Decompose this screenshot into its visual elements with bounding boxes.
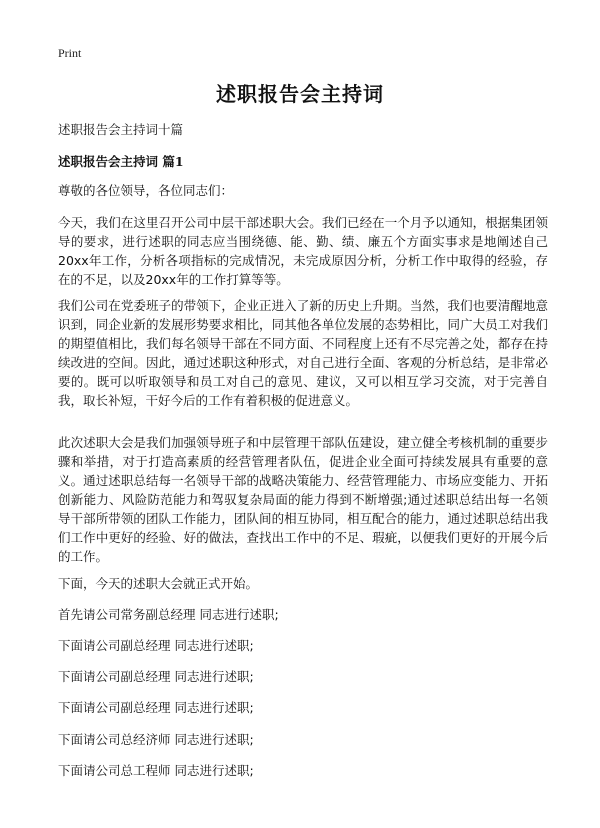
- paragraph-1: 今天，我们在这里召开公司中层干部述职大会。我们已经在一个月予以通知，根据集团领导的要求，进行述职的同志应当围绕德、能、勤、绩、廉五个方面实事求是地阐述自己20xx年工作，分析各项指标的完成情况，未完成原因分析，分析工作中取得的经验，存在的不足，以及20xx年的工作打算等等。: [58, 215, 548, 287]
- call-line: 下面请公司总经济师 同志进行述职;: [58, 732, 254, 747]
- document-subtitle: 述职报告会主持词十篇: [58, 122, 184, 137]
- call-line: 下面请公司副总经理 同志进行述职;: [58, 638, 254, 653]
- call-line: 下面请公司副总经理 同志进行述职;: [58, 669, 254, 684]
- call-line: 下面请公司副总经理 同志进行述职;: [58, 700, 254, 715]
- paragraph-3: 此次述职大会是我们加强领导班子和中层管理干部队伍建设，建立健全考核机制的重要步骤和举措，对于打造高素质的经营管理者队伍，促进企业全面可持续发展具有重要的意义。通过述职总结每一名领导干部的战略决策能力、经营管理能力、市场应变能力、开拓创新能力、风险防范能力和驾驭复杂局面的能力得到不断增强;通过述职总结出每一名领导干部所带领的团队工作能力，团队间的相互协同，相互配合的能力，通过述职总结出我们工作中更好的经验、好的做法，查找出工作中的不足、瑕疵，以便我们更好的开展今后的工作。: [58, 435, 548, 564]
- section-heading: 述职报告会主持词 篇1: [58, 154, 184, 169]
- call-line: 下面请公司总工程师 同志进行述职;: [58, 763, 254, 778]
- greeting-line: 尊敬的各位领导，各位同志们：: [58, 183, 234, 198]
- call-line: 首先请公司常务副总经理 同志进行述职;: [58, 607, 279, 622]
- start-line: 下面，今天的述职大会就正式开始。: [58, 576, 259, 591]
- paragraph-2: 我们公司在党委班子的带领下，企业正进入了新的历史上升期。当然，我们也要清醒地意识到，同企业新的发展形势要求相比，同其他各单位发展的态势相比，同广大员工对我们的期望值相比，我们每名领导干部在不同方面、不同程度上还有不尽完善之处，都存在持续改进的空间。因此，通过述职这种形式，对自己进行全面、客观的分析总结，是非常必要的。既可以听取领导和员工对自己的意见、建议，又可以相互学习交流，对于完善自我，取长补短，干好今后的工作有着积极的促进意义。: [58, 298, 548, 408]
- page-title: 述职报告会主持词: [216, 82, 384, 106]
- print-link[interactable]: Print: [58, 46, 82, 60]
